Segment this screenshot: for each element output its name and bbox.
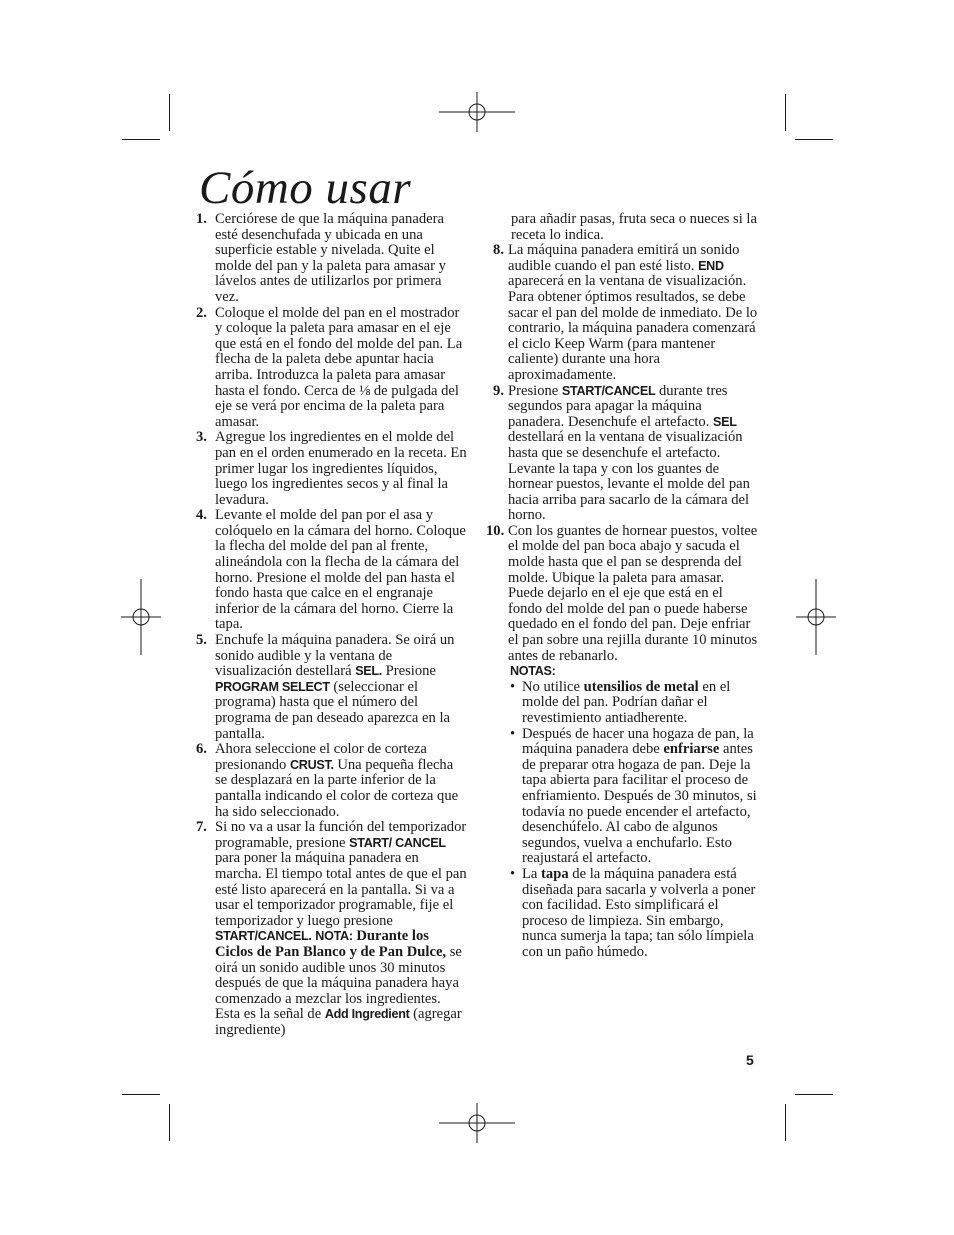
step-number: 7. — [196, 819, 207, 836]
crop-mark — [795, 139, 833, 140]
crop-mark — [785, 1104, 786, 1141]
emphasis-text: tapa — [541, 865, 569, 882]
body-text: aparecerá en la ventana de visualización. Para obtener óptimos resultados, se debe sacar el pan del molde de inmediato. De lo contrario, la máquina panadera comenzará el ciclo Keep Warm (para mantener caliente) durante una hora aproximadamente. — [508, 273, 758, 383]
column-right — [486, 212, 758, 961]
registration-mark-left — [121, 579, 161, 655]
control-label: SEL — [713, 414, 737, 429]
step-item — [486, 524, 758, 664]
step-number: 6. — [196, 741, 207, 758]
body-text: La — [522, 865, 542, 882]
body-text: Cerciórese de que la máquina panadera esté desenchufada y ubicada en una superficie estable y nivelada. Quite el molde del pan y la paleta para amasar y lávelos antes de utilizarlos por primera vez. — [215, 211, 446, 305]
emphasis-text: enfriarse — [663, 741, 720, 758]
bullet-icon: • — [510, 865, 516, 882]
control-label: CRUST. — [289, 757, 334, 772]
crop-mark — [122, 1094, 160, 1095]
control-label: NOTA: — [315, 929, 353, 944]
body-text: Después de hacer una hogaza de pan, la máquina panadera debe — [522, 725, 754, 758]
body-text: Si no va a usar la función del temporizador programable, presione — [215, 819, 467, 851]
step-number: 5. — [196, 632, 207, 649]
body-text: Con los guantes de hornear puestos, voltee el molde del pan boca abajo y sacuda el molde hasta que el pan se desprenda del molde. Ubique la paleta para amasar. Puede dejarlo en el eje que está en el fondo del molde del pan o puede haberse quedado en el fondo del pan. Deje enfriar el pan sobre una rejilla durante 10 minutos antes de rebanarlo. — [508, 522, 758, 664]
note-item — [510, 727, 758, 867]
step-number: 9. — [493, 382, 504, 399]
page-number: 5 — [746, 1052, 754, 1068]
emphasis-text: Durante los Ciclos de Pan Blanco y de Pan Dulce, — [215, 928, 447, 960]
note-item — [510, 867, 758, 961]
control-label: START/CANCEL — [561, 383, 656, 398]
step-number: 2. — [196, 304, 207, 321]
body-text: Levante el molde del pan por el asa y colóquelo en la cámara del horno. Coloque la flecha del molde del pan al frente, alineándola con la flecha de la cámara del horno. Presione el molde del pan hasta el fondo hasta que calce en el engranaje inferior de la cámara del horno. Cierre la tapa. — [215, 507, 466, 633]
step-item — [196, 508, 468, 633]
step-item — [196, 820, 468, 1038]
registration-mark-right — [796, 579, 836, 655]
body-text: para poner la máquina panadera en marcha. El tiempo total antes de que el pan esté listo aparecerá en la pantalla. Si va a usar el temporizador programable, fije el temporizador y luego presione — [215, 850, 467, 929]
emphasis-text: utensilios de metal — [583, 678, 699, 695]
control-label: PROGRAM SELECT — [215, 679, 330, 694]
step-item — [196, 633, 468, 742]
notes-list — [486, 680, 758, 961]
body-text: de la máquina panadera está diseñada para sacarla y volverla a poner con facilidad. Esto simplificará el proceso de limpieza. Sin embargo, nunca sumerja la tapa; tan sólo límpiela con un paño húmedo. — [522, 865, 756, 960]
control-label: END — [698, 258, 724, 273]
crop-mark — [795, 1094, 833, 1095]
steps-list — [196, 212, 468, 1038]
body-text: se oirá un sonido audible unos 30 minutos después de que la máquina panadera haya comenzado a mezclar los ingredientes. Esta es la señal de — [215, 943, 462, 1023]
crop-mark — [122, 139, 160, 140]
body-text: Agregue los ingredientes en el molde del pan en el orden enumerado en la receta. En primer lugar los ingredientes líquidos, luego los ingredientes secos y al final la levadura. — [215, 429, 467, 508]
control-label: START/ CANCEL — [349, 835, 446, 850]
body-text: No utilice — [522, 678, 584, 695]
bullet-icon: • — [510, 678, 516, 695]
body-text: Ahora seleccione el color de corteza presionando — [215, 741, 427, 773]
body-text: (seleccionar el programa) hasta que el número del programa de pan deseado aparezca en la pantalla. — [215, 678, 450, 742]
body-text: La máquina panadera emitirá un sonido audible cuando el pan esté listo. — [508, 242, 740, 274]
step-item — [196, 742, 468, 820]
body-text: durante tres segundos para apagar la máquina panadera. Desenchufe el artefacto. — [508, 382, 728, 430]
note-item — [510, 680, 758, 727]
step-continuation: para añadir pasas, fruta seca o nueces si la receta lo indica. — [511, 211, 757, 243]
column-left — [196, 212, 468, 1038]
step-item — [486, 243, 758, 383]
body-text: destellará en la ventana de visualización hasta que se desenchufe el artefacto. Levante la tapa y con los guantes de hornear puestos, levante el molde del pan hacia arriba para sacarlo de la cámara del horno. — [508, 429, 750, 524]
step-item — [196, 306, 468, 431]
body-text: Presione — [508, 382, 562, 399]
step-number: 1. — [196, 211, 207, 227]
crop-mark — [169, 1104, 170, 1141]
body-text: Coloque el molde del pan en el mostrador y coloque la paleta para amasar en el eje que está en el fondo del molde del pan. La flecha de la paleta debe apuntar hacia arriba. Introduzca la paleta para amasar hasta el fondo. Cerca de ⅛ de pulgada del eje se verá por encima de la paleta para amasar. — [215, 304, 463, 430]
notes-heading: NOTAS: — [510, 664, 556, 679]
step-number: 8. — [493, 242, 504, 259]
control-label: START/CANCEL. — [215, 929, 312, 944]
registration-mark-bottom — [439, 1103, 515, 1143]
control-label: SEL. — [355, 664, 382, 679]
body-text: antes de preparar otra hogaza de pan. Deje la tapa abierta para facilitar el proceso de enfriamiento. Después de 30 minutos, si todavía no puede encender el artefacto, desenchúfelo. Al cabo de algunos segundos, vuelva a enchufarlo. Esto reajustará el artefacto. — [522, 741, 757, 867]
body-text: Enchufe la máquina panadera. Se oirá un sonido audible y la ventana de visualización destellará — [215, 632, 455, 680]
crop-mark — [785, 94, 786, 131]
step-item — [486, 384, 758, 524]
body-text: Una pequeña flecha se desplazará en la parte inferior de la pantalla indicando el color de corteza que ha sido seleccionado. — [215, 756, 459, 820]
crop-mark — [169, 94, 170, 131]
control-label: Add Ingredient — [324, 1007, 410, 1022]
step-number: 10. — [486, 522, 505, 539]
registration-mark-top — [439, 92, 515, 132]
page-title: Cómo usar — [199, 162, 412, 214]
steps-list — [486, 243, 758, 664]
step-number: 4. — [196, 507, 207, 524]
step-item — [196, 212, 468, 306]
step-item — [196, 430, 468, 508]
body-text: en el molde del pan. Podrían dañar el revestimiento antiadherente. — [522, 678, 731, 726]
body-text: Presione — [382, 663, 436, 680]
bullet-icon: • — [510, 725, 516, 742]
step-number: 3. — [196, 429, 207, 446]
body-text: (agregar ingrediente) — [215, 1006, 462, 1038]
